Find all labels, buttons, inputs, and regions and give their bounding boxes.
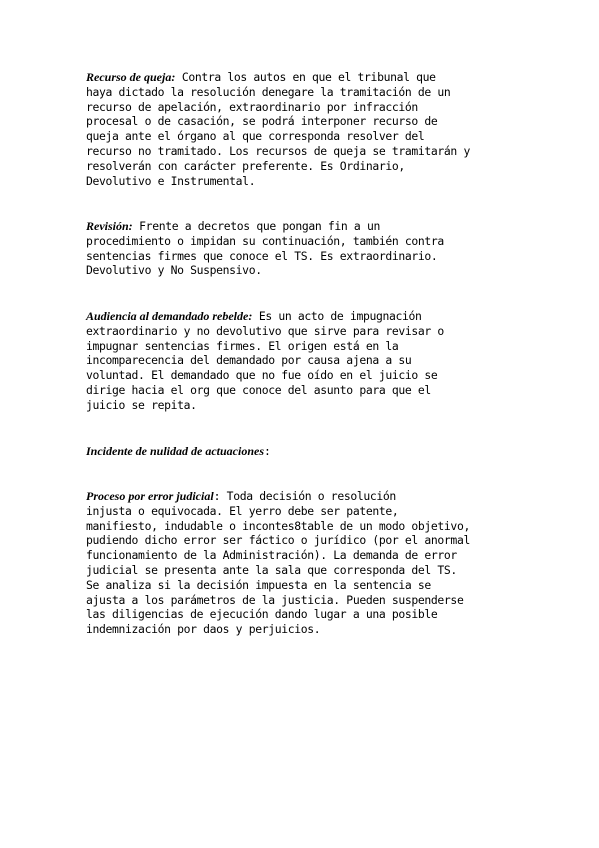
paragraph-proceso-por-error-judicial (86, 489, 526, 637)
paragraph-line: extraordinario y no devolutivo que sirve para revisar o (86, 323, 444, 338)
paragraph-line: judicial se presenta ante la sala que corresponda del TS. (86, 562, 457, 577)
paragraph-line: recurso de apelación, extraordinario por infracción (86, 99, 418, 114)
line-text: Contra los autos en que el tribunal que (175, 70, 436, 84)
paragraph-line: funcionamiento de la Administración). La demanda de error (86, 548, 457, 563)
paragraph-line: recurso no tramitado. Los recursos de queja se tramitarán y (86, 143, 470, 158)
paragraph-line: incomparecencia del demandado por causa ajena a su (86, 353, 412, 368)
paragraph-line (86, 219, 526, 234)
paragraph-line: las diligencias de ejecución dando lugar a una posible (86, 607, 438, 622)
paragraph-revision (86, 219, 526, 278)
line-text: : Toda decisión o resolución (213, 489, 396, 503)
paragraph-recurso-de-queja (86, 70, 526, 188)
paragraph-line: queja ante el órgano al que corresponda resolver del (86, 129, 425, 144)
paragraph-line: manifiesto, indudable o incontes8table de un modo objetivo, (86, 518, 470, 533)
paragraph-line: indemnización por daos y perjuicios. (86, 622, 321, 637)
paragraph-line: injusta o equivocada. El yerro debe ser patente, (86, 503, 399, 518)
paragraph-line: haya dictado la resolución denegare la tramitación de un (86, 84, 451, 99)
paragraph-line (86, 309, 526, 324)
line-text: Frente a decretos que pongan fin a un (132, 219, 380, 233)
term-heading: Proceso por error judicial (86, 489, 214, 503)
paragraph-line: procesal o de casación, se podrá interponer recurso de (86, 114, 438, 129)
paragraph-line: Devolutivo e Instrumental. (86, 173, 256, 188)
paragraph-line: impugnar sentencias firmes. El origen está en la (86, 338, 399, 353)
paragraph-line (86, 489, 526, 504)
paragraph-audiencia-al-demandado-rebelde (86, 309, 526, 413)
paragraph-line: ajusta a los parámetros de la justicia. Pueden suspenderse (86, 592, 464, 607)
paragraph-line: sentencias firmes que conoce el TS. Es extraordinario. (86, 248, 438, 263)
paragraph-line (86, 444, 526, 459)
term-heading: Audiencia al demandado rebelde: (86, 309, 253, 323)
paragraph-incidente-de-nulidad (86, 444, 526, 459)
paragraph-line: voluntad. El demandado que no fue oído en el juicio se (86, 368, 438, 383)
paragraph-line: resolverán con carácter preferente. Es Ordinario, (86, 158, 405, 173)
paragraph-line: juicio se repita. (86, 397, 197, 412)
paragraph-line (86, 70, 526, 85)
paragraph-line: Se analiza si la decisión impuesta en la sentencia se (86, 577, 431, 592)
line-text: : (264, 444, 271, 458)
term-heading: Incidente de nulidad de actuaciones (86, 444, 264, 458)
paragraph-line: Devolutivo y No Suspensivo. (86, 263, 262, 278)
term-heading: Revisión: (86, 219, 133, 233)
term-heading: Recurso de queja: (86, 70, 176, 84)
paragraph-line: dirige hacia el org que conoce del asunto para que el (86, 382, 431, 397)
line-text: Es un acto de impugnación (252, 309, 422, 323)
paragraph-line: pudiendo dicho error ser fáctico o jurídico (por el anormal (86, 533, 470, 548)
paragraph-line: procedimiento o impidan su continuación, también contra (86, 233, 444, 248)
